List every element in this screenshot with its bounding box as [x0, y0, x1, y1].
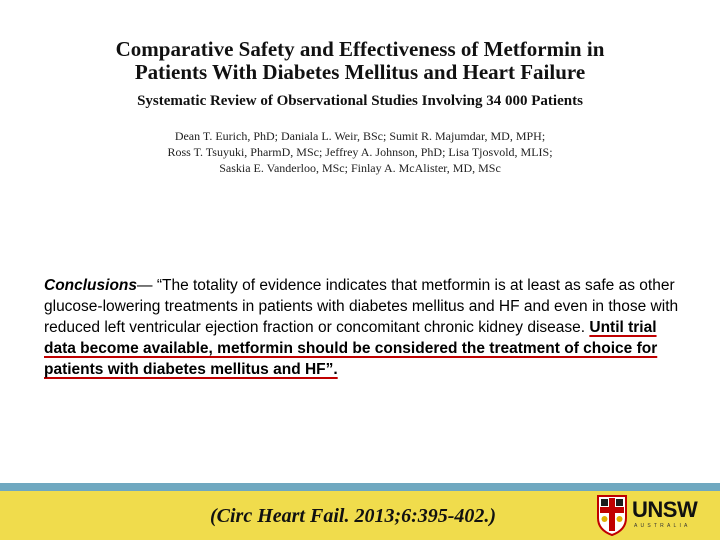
paper-title-line1: Comparative Safety and Effectiveness of Metformin in — [115, 37, 605, 61]
conclusion-dash: — — [137, 277, 157, 294]
conclusion-emphasis: Until trial data become available, metformin should be considered the treatment of choice for patients with diabetes mellitus and HF”. — [44, 319, 658, 378]
conclusion-paragraph — [44, 275, 684, 380]
conclusion-text: “The totality of evidence indicates that metformin is at least as safe as other glucose-lowering treatments in patients with diabetes mellitus and HF and even in those with reduced left ventricular ejection fraction or concomitant chronic kidney disease. — [44, 277, 679, 336]
authors-line1: Dean T. Eurich, PhD; Daniala L. Weir, BSc; Sumit R. Majumdar, MD, MPH; — [174, 129, 546, 143]
authors-line3: Saskia E. Vanderloo, MSc; Finlay A. McAlister, MD, MSc — [219, 161, 501, 175]
logo-subtext: AUSTRALIA — [634, 523, 691, 529]
paper-title — [0, 38, 720, 84]
unsw-logo — [596, 494, 714, 538]
paper-title-line2: Patients With Diabetes Mellitus and Heart Failure — [134, 60, 586, 84]
paper-authors — [0, 128, 720, 176]
authors-line2: Ross T. Tsuyuki, PharmD, MSc; Jeffrey A. Johnson, PhD; Lisa Tjosvold, MLIS; — [167, 145, 553, 159]
footer-accent-bar — [0, 483, 720, 491]
conclusion-label: Conclusions — [44, 277, 138, 294]
paper-subtitle: Systematic Review of Observational Studies Involving 34 000 Patients — [137, 93, 583, 109]
logo-wordmark: UNSW — [632, 497, 698, 522]
university-crest-icon — [596, 494, 628, 536]
journal-citation: (Circ Heart Fail. 2013;6:395-402.) — [210, 505, 497, 527]
